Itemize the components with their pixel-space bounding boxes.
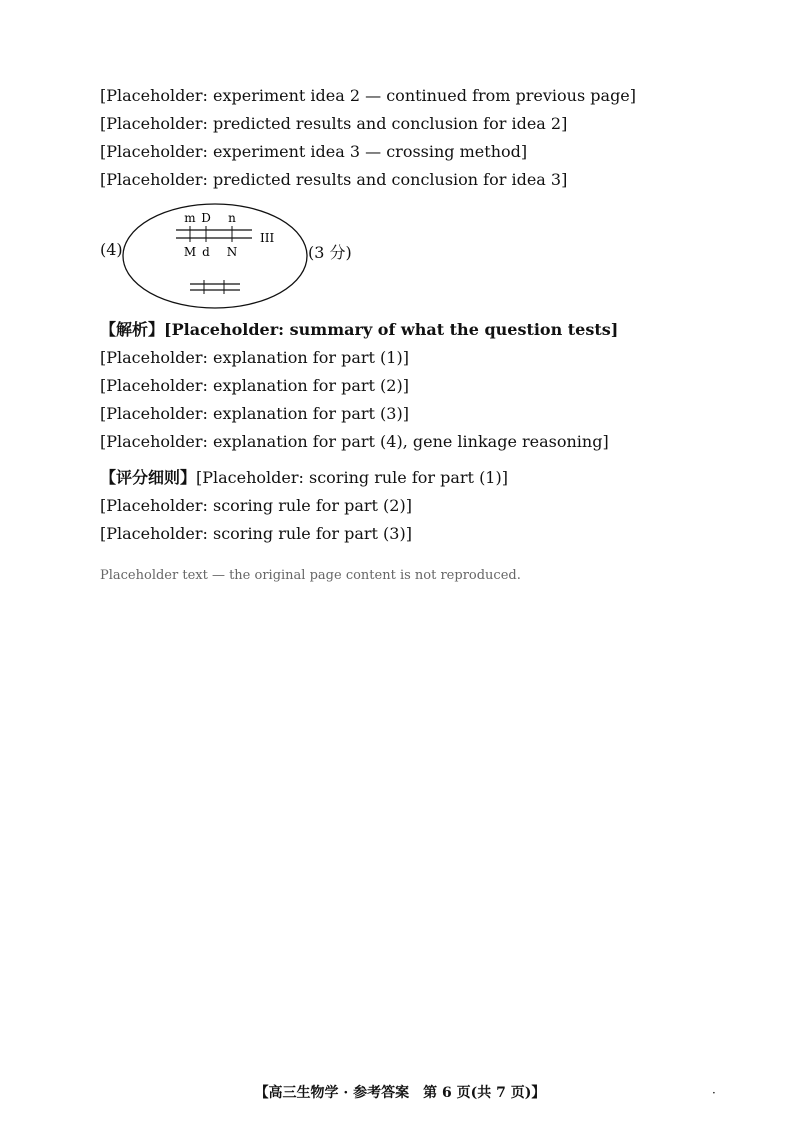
analysis-paragraph: [Placeholder: explanation for part (4), gene linkage reasoning] — [100, 432, 609, 451]
gene-label-top: m — [184, 211, 196, 225]
answer-line: [Placeholder: predicted results and conclusion for idea 3] — [100, 170, 568, 189]
scoring-item: [Placeholder: scoring rule for part (3)] — [100, 524, 412, 543]
diagram-score: (3 分) — [308, 243, 352, 262]
answer-line: [Placeholder: experiment idea 3 — crossing method] — [100, 142, 528, 161]
footer-mark: · — [712, 1086, 716, 1100]
gene-label-bottom: d — [202, 245, 210, 259]
diagram-label: (4) — [100, 240, 123, 259]
analysis-heading: 【解析】 — [100, 320, 165, 339]
chromosome-diagram-row — [100, 200, 722, 312]
page-footer: 【高三生物学 · 参考答案 第 6 页(共 7 页)】 — [254, 1085, 546, 1101]
chromosome-number-label: III — [260, 231, 275, 245]
analysis-lead-line — [100, 316, 722, 344]
answer-line: [Placeholder: predicted results and conclusion for idea 2] — [100, 114, 568, 133]
answer-line: [Placeholder: experiment idea 2 — continued from previous page] — [100, 86, 637, 105]
scoring-section — [100, 464, 722, 548]
gene-label-bottom: N — [226, 245, 238, 259]
gene-label-top: n — [228, 211, 236, 225]
scoring-heading: 【评分细则】 — [100, 468, 197, 487]
analysis-paragraph: [Placeholder: explanation for part (2)] — [100, 376, 409, 395]
scoring-item: [Placeholder: scoring rule for part (1)] — [196, 468, 508, 487]
answer-continuation — [100, 82, 722, 194]
page-content — [100, 82, 722, 590]
analysis-paragraph: [Placeholder: explanation for part (1)] — [100, 348, 409, 367]
chromosome-diagram — [120, 200, 320, 312]
scoring-item: [Placeholder: scoring rule for part (2)] — [100, 496, 412, 515]
analysis-section — [100, 316, 722, 456]
gene-label-bottom: M — [183, 245, 197, 259]
analysis-lead: [Placeholder: summary of what the question tests] — [164, 320, 619, 339]
gene-label-top: D — [201, 211, 211, 225]
scoring-first-line — [100, 464, 722, 492]
analysis-paragraph: [Placeholder: explanation for part (3)] — [100, 404, 409, 423]
cell-outline — [123, 204, 307, 308]
placeholder-notice: Placeholder text — the original page content is not reproduced. — [100, 568, 521, 583]
